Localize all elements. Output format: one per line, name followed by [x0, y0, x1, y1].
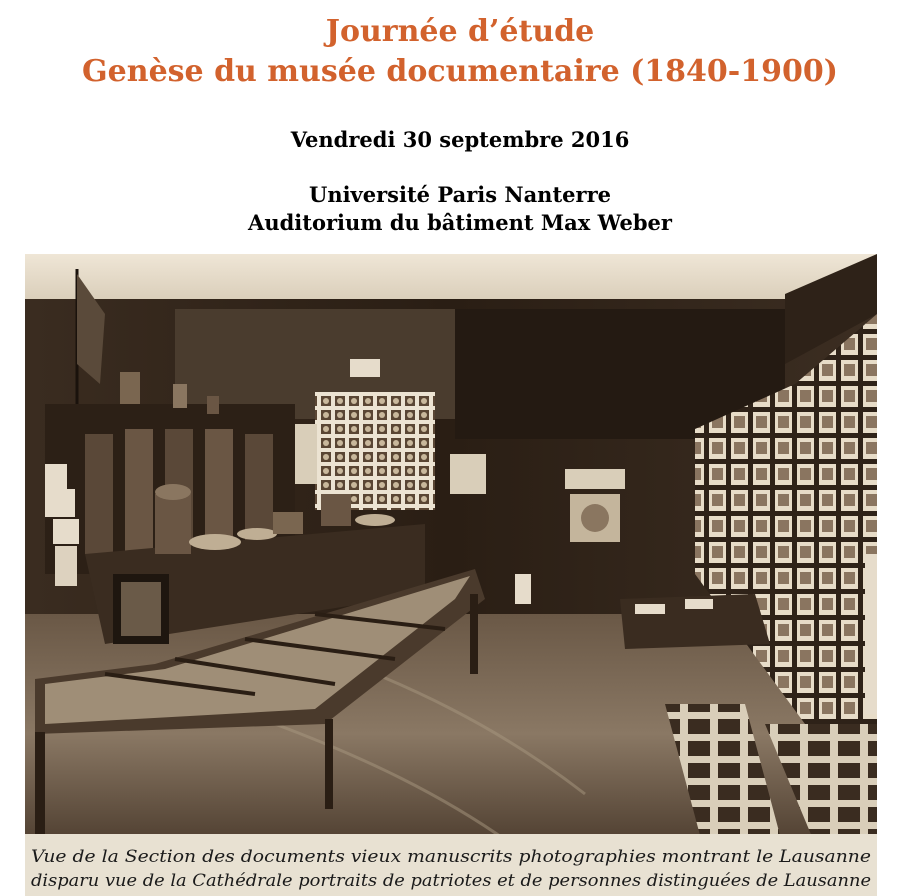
historic-exhibition-photo [25, 254, 877, 896]
photo-caption-line2: disparu vue de la Cathédrale portraits de patriotes et de personnes distinguées de Lausanne [31, 871, 871, 891]
event-type-title: Journée d’étude [325, 14, 595, 49]
event-date: Vendredi 30 septembre 2016 [290, 127, 630, 152]
photo-caption-line1: Vue de la Section des documents vieux manuscrits photographies montrant le Lausanne [31, 847, 871, 867]
event-subject-title: Genèse du musée documentaire (1840-1900) [82, 54, 838, 89]
venue-university: Université Paris Nanterre [309, 182, 611, 207]
venue-room: Auditorium du bâtiment Max Weber [248, 210, 672, 235]
